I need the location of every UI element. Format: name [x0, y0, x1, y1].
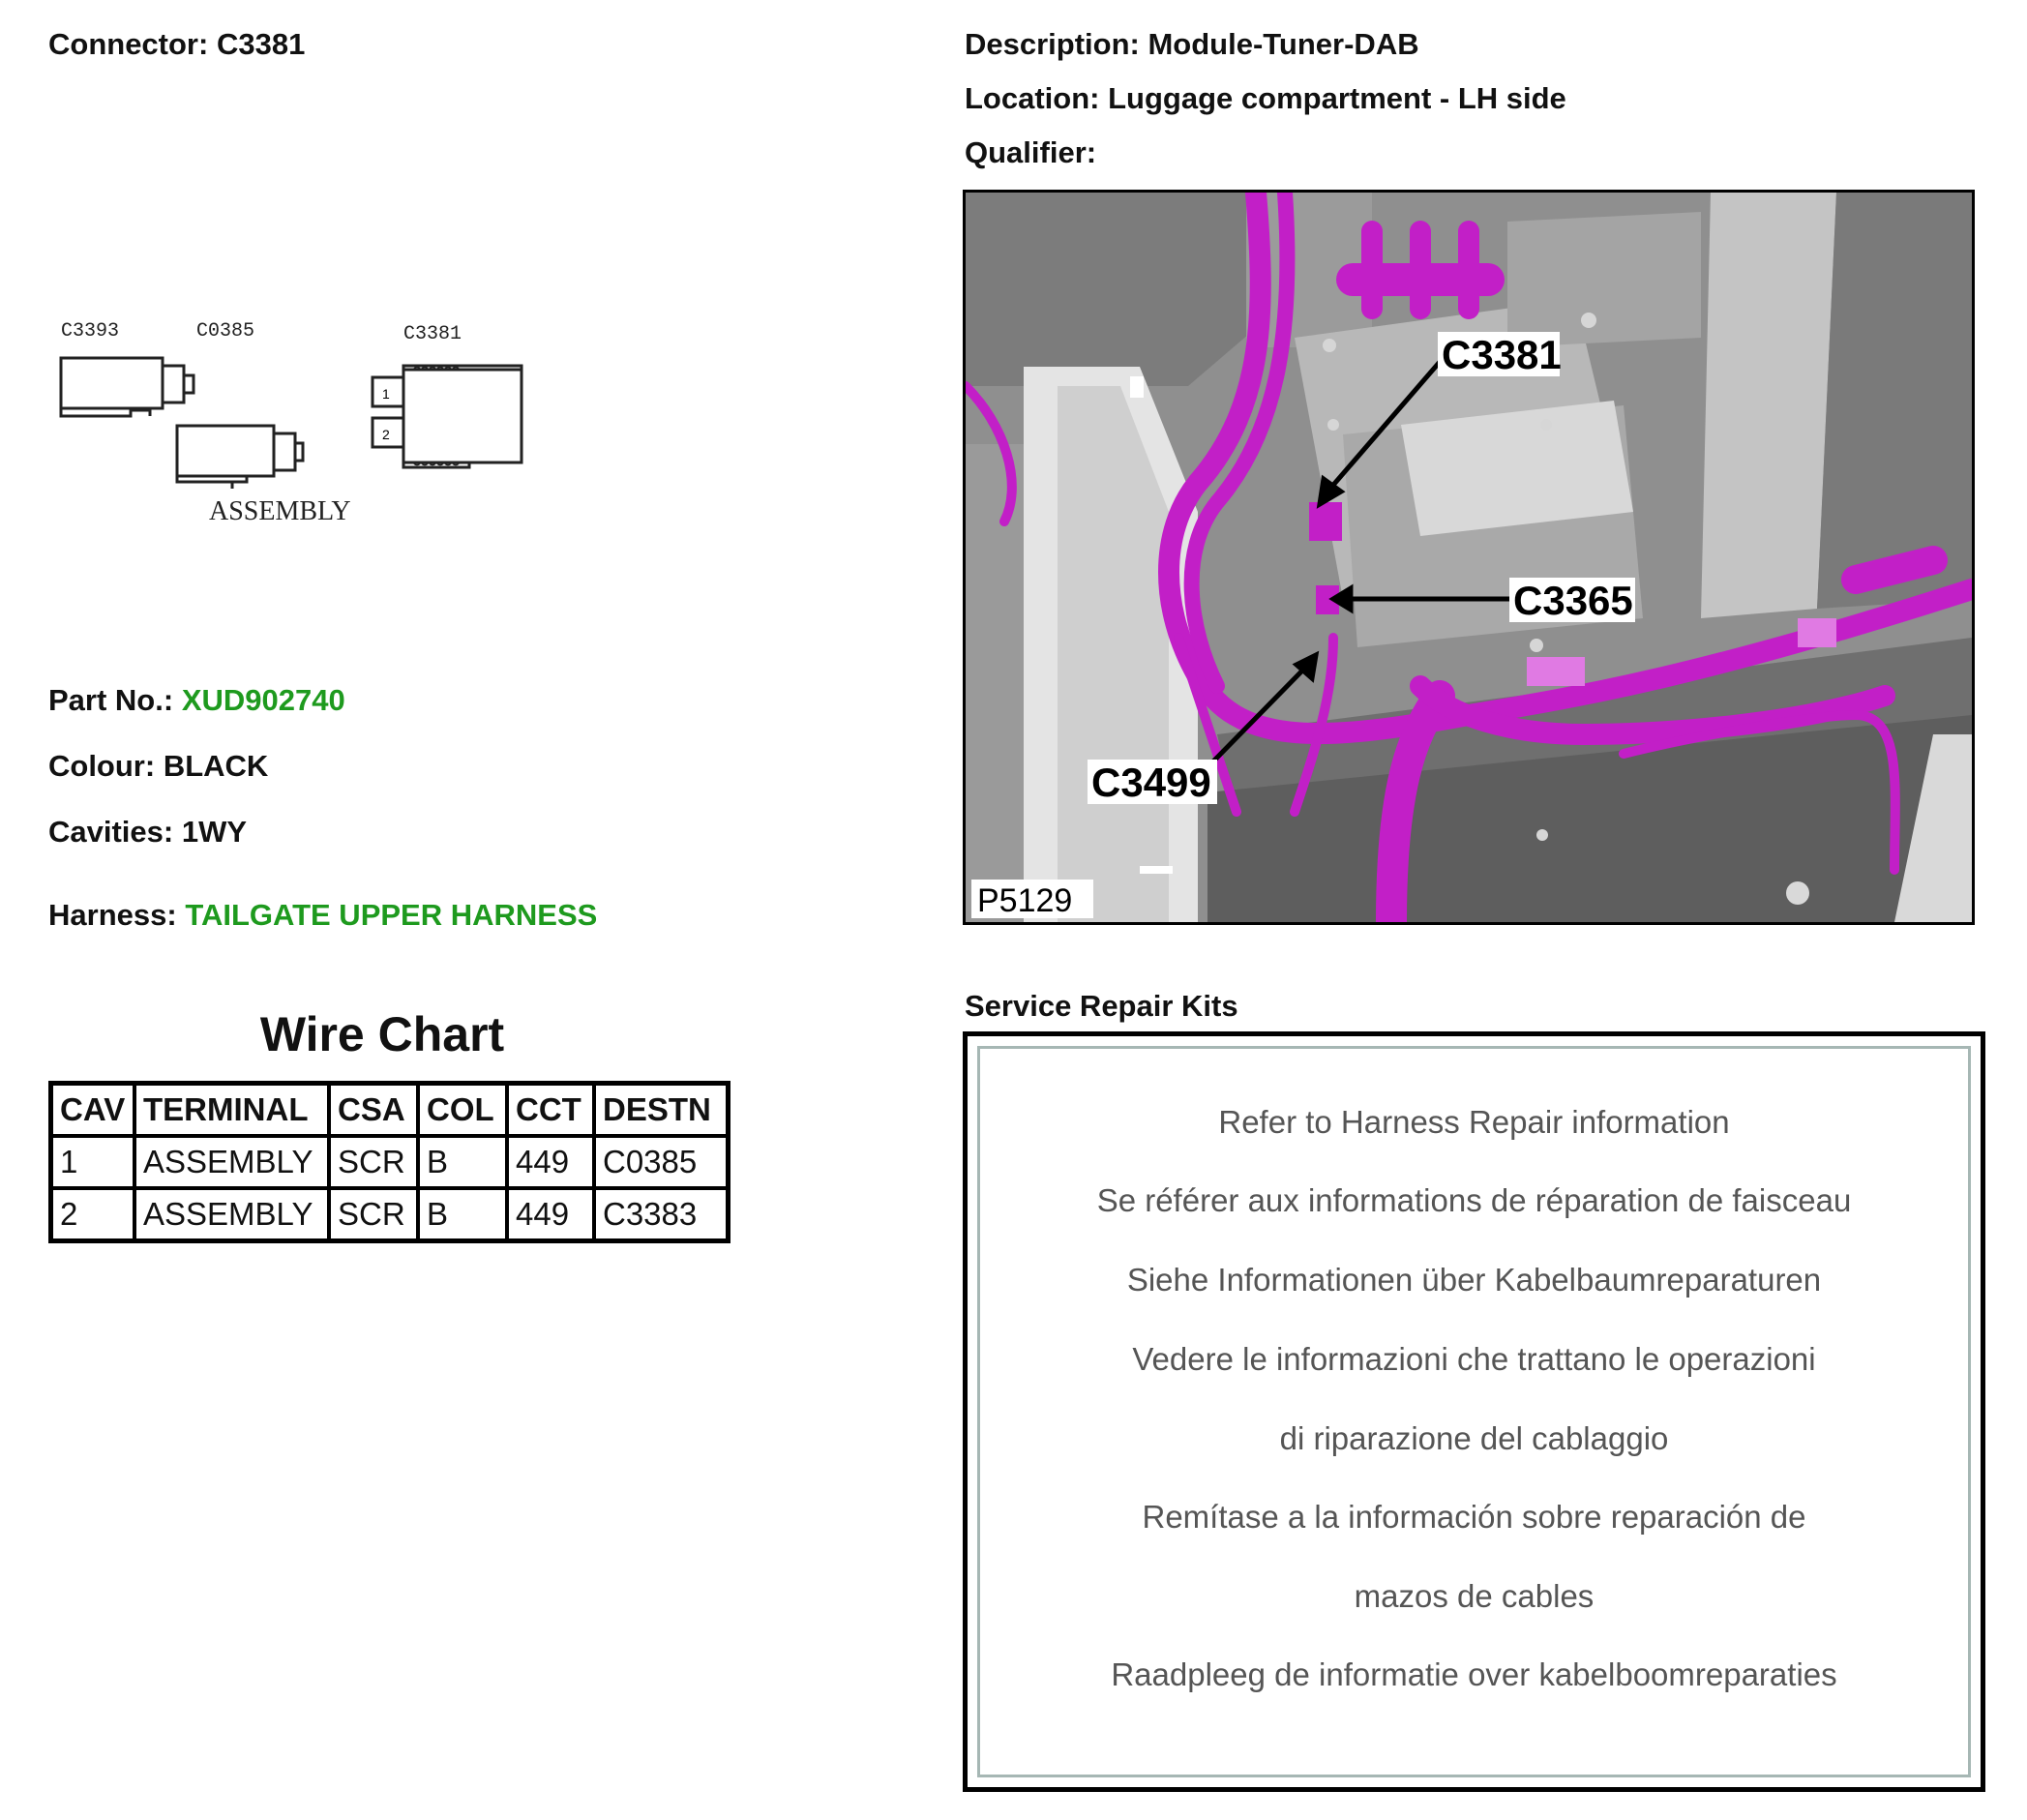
- connector-value: C3381: [216, 27, 306, 61]
- repair-line: di riparazione del cablaggio: [1279, 1420, 1669, 1456]
- cavities-label: Cavities:: [48, 815, 174, 849]
- cavities-field: [48, 815, 247, 850]
- column-header-cct: CCT: [507, 1084, 594, 1137]
- cell-csa: SCR: [329, 1188, 418, 1241]
- callout-c3381: C3381: [1442, 332, 1562, 377]
- column-header-cav: CAV: [51, 1084, 135, 1137]
- description-field: [965, 27, 1419, 62]
- location-label: Location:: [965, 81, 1100, 115]
- cell-destn: C0385: [594, 1136, 729, 1188]
- repair-line: Remítase a la información sobre reparación de: [1142, 1499, 1806, 1535]
- description-label: Description:: [965, 27, 1140, 61]
- cell-cct: 449: [507, 1136, 594, 1188]
- diagram-label-c3381: C3381: [403, 323, 462, 345]
- table-header-row: [51, 1084, 729, 1137]
- table-row: [51, 1188, 729, 1241]
- repair-line: mazos de cables: [1354, 1578, 1595, 1614]
- location-field: [965, 81, 1566, 116]
- wire-chart-title: Wire Chart: [259, 1007, 505, 1061]
- repair-line: Vedere le informazioni che trattano le operazioni: [1132, 1341, 1816, 1377]
- cell-terminal: ASSEMBLY: [134, 1188, 329, 1241]
- cell-col: B: [418, 1188, 507, 1241]
- cell-cct: 449: [507, 1188, 594, 1241]
- service-repair-kits-box: [963, 1031, 1985, 1792]
- harness-label: Harness:: [48, 898, 177, 932]
- cell-cav: 2: [51, 1188, 135, 1241]
- diagram-label-c3393: C3393: [61, 320, 120, 343]
- harness-link[interactable]: TAILGATE UPPER HARNESS: [185, 898, 598, 932]
- location-illustration: [966, 193, 1972, 922]
- wire-chart-table: [48, 1081, 730, 1243]
- qualifier-field: [965, 135, 1096, 170]
- colour-field: [48, 749, 268, 784]
- cell-cav: 1: [51, 1136, 135, 1188]
- colour-label: Colour:: [48, 749, 156, 783]
- colour-value: BLACK: [163, 749, 269, 783]
- table-row: [51, 1136, 729, 1188]
- column-header-terminal: TERMINAL: [134, 1084, 329, 1137]
- cell-destn: C3383: [594, 1188, 729, 1241]
- connector-label: Connector:: [48, 27, 209, 61]
- figure-id: P5129: [977, 882, 1073, 919]
- location-figure: [963, 190, 1975, 925]
- callout-c3365: C3365: [1513, 578, 1633, 623]
- part-no-label: Part No.:: [48, 683, 174, 717]
- service-repair-kits-title: Service Repair Kits: [965, 989, 1238, 1023]
- repair-line: Se référer aux informations de réparation de faisceau: [1096, 1182, 1852, 1218]
- part-no-link[interactable]: XUD902740: [181, 683, 345, 717]
- repair-line: Siehe Informationen über Kabelbaumreparaturen: [1126, 1262, 1822, 1298]
- column-header-destn: DESTN: [594, 1084, 729, 1137]
- cavities-value: 1WY: [181, 815, 248, 849]
- description-value: Module-Tuner-DAB: [1148, 27, 1419, 61]
- callout-c3499: C3499: [1091, 760, 1211, 805]
- qualifier-label: Qualifier:: [965, 135, 1097, 169]
- pin-mark-1: 1: [382, 386, 390, 402]
- repair-line: Refer to Harness Repair information: [1218, 1104, 1730, 1140]
- harness-field: [48, 898, 597, 933]
- diagram-caption: ASSEMBLY: [209, 496, 351, 526]
- repair-line: Raadpleeg de informatie over kabelboomreparaties: [1111, 1656, 1837, 1692]
- diagram-label-c0385: C0385: [196, 320, 255, 343]
- connector-diagram: [53, 310, 556, 532]
- cell-col: B: [418, 1136, 507, 1188]
- location-value: Luggage compartment - LH side: [1108, 81, 1566, 115]
- service-repair-kits-panel: [977, 1046, 1971, 1777]
- part-no-field: [48, 683, 345, 718]
- column-header-col: COL: [418, 1084, 507, 1137]
- cell-terminal: ASSEMBLY: [134, 1136, 329, 1188]
- cell-csa: SCR: [329, 1136, 418, 1188]
- pin-mark-2: 2: [382, 427, 390, 442]
- connector-field: [48, 27, 305, 62]
- column-header-csa: CSA: [329, 1084, 418, 1137]
